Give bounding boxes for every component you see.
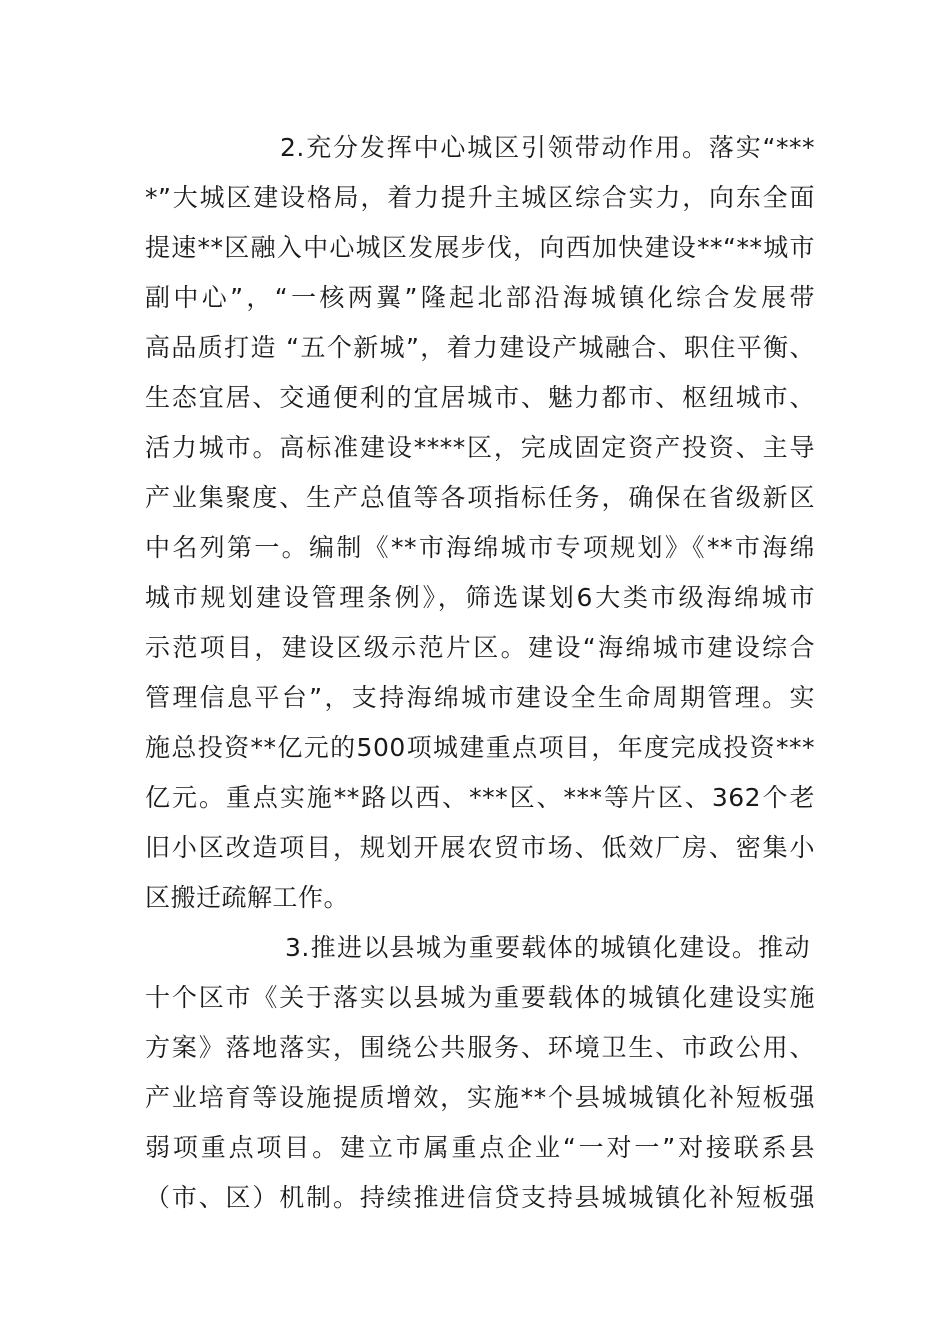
paragraph-3-line-2: 十个区市《关于落实以县城为重要载体的城镇化建设实施 <box>145 983 815 1012</box>
paragraph-3-line-3: 方案》落地落实，围绕公共服务、环境卫生、市政公用、 <box>145 1033 815 1062</box>
paragraph-3-line-4: 产业培育等设施提质增效，实施**个县城城镇化补短板强 <box>145 1083 815 1112</box>
paragraph-2-line-3: 提速**区融入中心城区发展步伐，向西加快建设**“**城市 <box>145 233 815 262</box>
paragraph-2-line-11: 示范项目，建设区级示范片区。建设“海绵城市建设综合 <box>145 633 815 662</box>
paragraph-2-line-12: 管理信息平台”，支持海绵城市建设全生命周期管理。实 <box>145 683 815 712</box>
paragraph-2-line-4: 副中心”，“一核两翼”隆起北部沿海城镇化综合发展带 <box>145 283 815 312</box>
paragraph-2-line-1: 2.充分发挥中心城区引领带动作用。落实“*** <box>280 133 815 162</box>
paragraph-2-line-6: 生态宜居、交通便利的宜居城市、魅力都市、枢纽城市、 <box>145 383 815 412</box>
paragraph-2-line-9: 中名列第一。编制《**市海绵城市专项规划》《**市海绵 <box>145 533 815 562</box>
paragraph-3-line-1: 3.推进以县城为重要载体的城镇化建设。推动 <box>285 933 810 962</box>
paragraph-3-line-6: （市、区）机制。持续推进信贷支持县城城镇化补短板强 <box>145 1183 815 1212</box>
paragraph-2-line-2: *”大城区建设格局，着力提升主城区综合实力，向东全面 <box>145 183 815 212</box>
paragraph-2-line-8: 产业集聚度、生产总值等各项指标任务，确保在省级新区 <box>145 483 815 512</box>
paragraph-2-line-5: 高品质打造 “五个新城”，着力建设产城融合、职住平衡、 <box>145 333 815 362</box>
paragraph-2-line-15: 旧小区改造项目，规划开展农贸市场、低效厂房、密集小 <box>145 833 815 862</box>
paragraph-3-line-5: 弱项重点项目。建立市属重点企业“一对一”对接联系县 <box>145 1133 815 1162</box>
paragraph-2-line-13: 施总投资**亿元的500项城建重点项目，年度完成投资*** <box>145 733 815 762</box>
paragraph-2-line-16: 区搬迁疏解工作。 <box>145 883 350 912</box>
paragraph-2-line-7: 活力城市。高标准建设****区，完成固定资产投资、主导 <box>145 433 815 462</box>
paragraph-2-line-14: 亿元。重点实施**路以西、***区、***等片区、362个老 <box>145 783 815 812</box>
paragraph-2-line-10: 城市规划建设管理条例》，筛选谋划6大类市级海绵城市 <box>145 583 815 612</box>
